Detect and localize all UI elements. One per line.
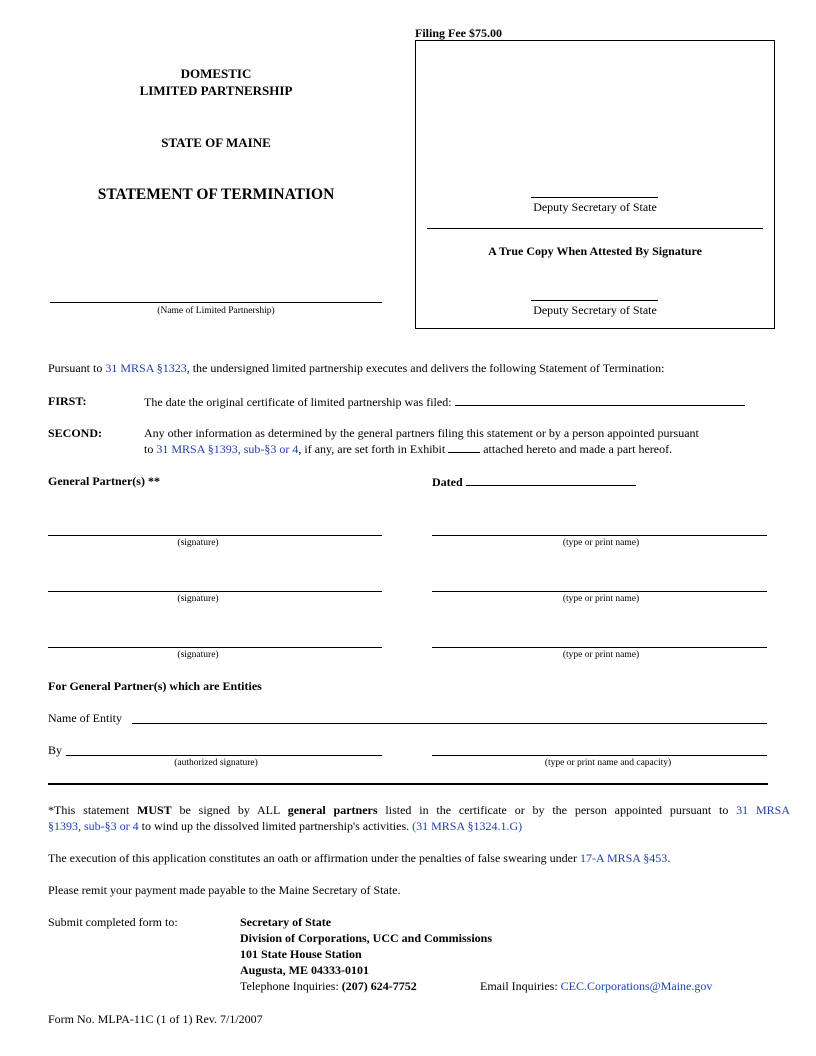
email-inquiries: Email Inquiries: CEC.Corporations@Maine.gov (480, 979, 713, 993)
authorized-signature-field[interactable] (66, 755, 382, 756)
partnership-name-line[interactable] (50, 302, 382, 303)
submit-label: Submit completed form to: (48, 915, 178, 929)
statute-link-1323[interactable]: 31 MRSA §1323 (105, 361, 187, 375)
partnership-name-caption: (Name of Limited Partnership) (157, 306, 275, 316)
address-line-4: Augusta, ME 04333-0101 (240, 963, 370, 977)
intro-paragraph: Pursuant to 31 MRSA §1323, the undersigned limited partnership executes and delivers the following Statement of Termination: (48, 361, 665, 375)
form-number: Form No. MLPA-11C (1 of 1) Rev. 7/1/2007 (48, 1012, 263, 1026)
entities-heading: For General Partner(s) which are Entities (48, 679, 262, 693)
telephone-inquiries: Telephone Inquiries: (207) 624-7752 (240, 979, 417, 993)
second-text-line1: Any other information as determined by the general partners filing this statement or by a person appointed pursuant (144, 426, 699, 440)
partner-name-line-3[interactable] (432, 647, 767, 648)
name-caption-2: (type or print name) (562, 594, 640, 604)
filing-date-field[interactable] (455, 394, 745, 406)
signature-caption-3: (signature) (177, 650, 219, 660)
oath-paragraph: The execution of this application constitutes an oath or affirmation under the penalties of false swearing under 17-A MRSA §453. (48, 851, 671, 865)
partner-name-line-2[interactable] (432, 591, 767, 592)
filing-fee: Filing Fee $75.00 (415, 26, 502, 40)
payment-note: Please remit your payment made payable to the Maine Secretary of State. (48, 883, 401, 897)
name-capacity-field[interactable] (432, 755, 767, 756)
doc-type-line1: DOMESTIC (180, 66, 252, 81)
section-divider (48, 783, 768, 785)
first-label: FIRST: (48, 394, 87, 408)
deputy-signature-line-top (531, 197, 658, 198)
address-line-3: 101 State House Station (240, 947, 362, 961)
second-text-line2: to 31 MRSA §1393, sub-§3 or 4, if any, are set forth in Exhibit attached hereto and made a part hereof. (144, 442, 673, 456)
name-capacity-caption: (type or print name and capacity) (544, 758, 672, 768)
signature-caption-2: (signature) (177, 594, 219, 604)
signature-caption-1: (signature) (177, 538, 219, 548)
name-caption-1: (type or print name) (562, 538, 640, 548)
exhibit-field[interactable] (448, 441, 480, 453)
deputy-signature-line-bottom (531, 300, 658, 301)
statute-link-453[interactable]: 17-A MRSA §453 (579, 851, 668, 865)
address-line-2: Division of Corporations, UCC and Commissions (240, 931, 493, 945)
partner-name-line-1[interactable] (432, 535, 767, 536)
authorized-signature-caption: (authorized signature) (174, 758, 258, 768)
signing-requirement-line2: §1393, sub-§3 or 4 to wind up the dissolved limited partnership's activities. (31 MRSA §1324.1.G) (48, 819, 523, 833)
by-label: By (48, 743, 63, 757)
signing-requirement-line1: *This statement MUST be signed by ALL general partners listed in the certificate or by the person appointed pursuant to 31 MRSA (48, 803, 791, 817)
doc-type-line2: LIMITED PARTNERSHIP (139, 83, 293, 98)
address-line-1: Secretary of State (240, 915, 332, 929)
state-heading: STATE OF MAINE (161, 135, 271, 150)
first-text: The date the original certificate of limited partnership was filed: (144, 394, 745, 410)
name-caption-3: (type or print name) (562, 650, 640, 660)
attestation-box (415, 40, 775, 329)
true-copy-label: A True Copy When Attested By Signature (488, 244, 702, 258)
partner-signature-line-2[interactable] (48, 591, 382, 592)
deputy-label-top: Deputy Secretary of State (533, 200, 657, 214)
entity-name-field[interactable] (132, 723, 767, 724)
attest-divider (427, 228, 763, 229)
deputy-label-bottom: Deputy Secretary of State (533, 303, 657, 317)
dated-label: Dated (432, 474, 636, 490)
entity-name-label: Name of Entity (48, 711, 122, 725)
dated-field[interactable] (466, 474, 636, 486)
statute-link-1324[interactable]: (31 MRSA §1324.1.G) (412, 819, 523, 833)
partner-signature-line-1[interactable] (48, 535, 382, 536)
form-title: STATEMENT OF TERMINATION (97, 186, 335, 203)
statute-link-mrsa[interactable]: 31 MRSA (736, 803, 791, 817)
partner-signature-line-3[interactable] (48, 647, 382, 648)
second-label: SECOND: (48, 426, 103, 440)
email-link[interactable]: CEC.Corporations@Maine.gov (560, 979, 713, 993)
general-partners-heading: General Partner(s) ** (48, 474, 160, 488)
statute-link-1393-section[interactable]: §1393, sub-§3 or 4 (48, 819, 139, 833)
statute-link-1393[interactable]: 31 MRSA §1393, sub-§3 or 4 (156, 442, 299, 456)
